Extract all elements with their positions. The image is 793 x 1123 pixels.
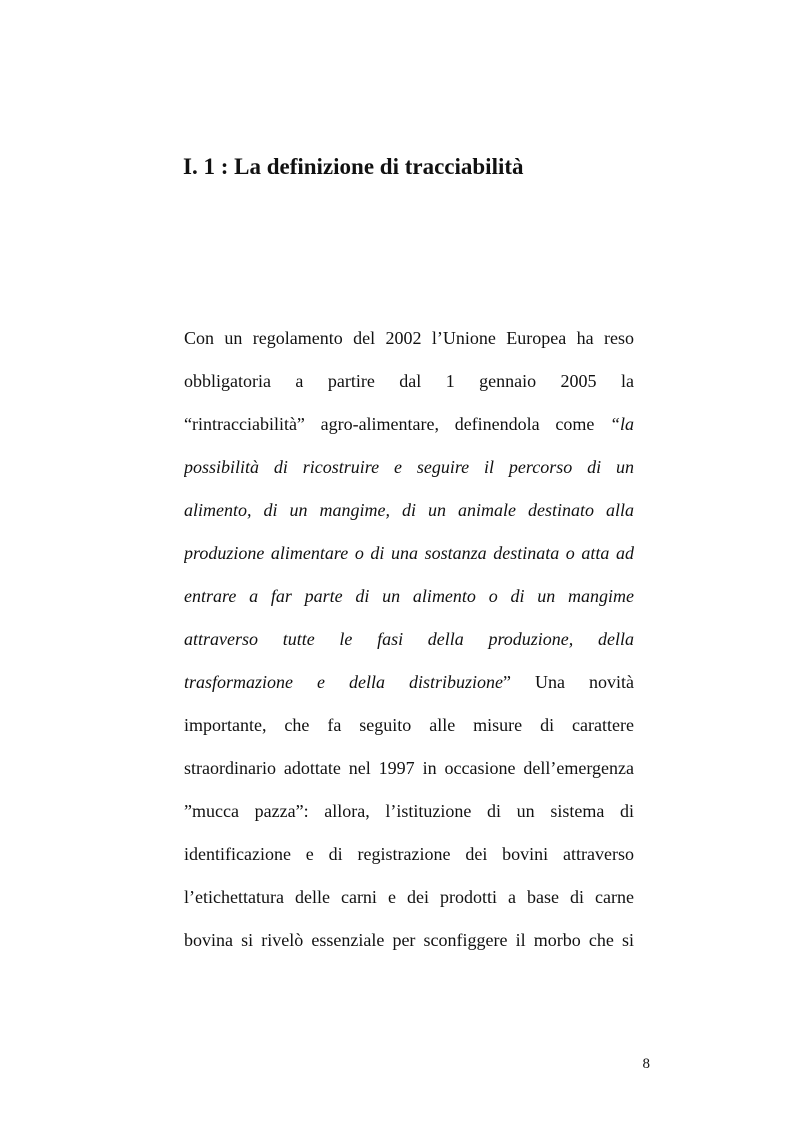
text-line-5-italic: alimento, di un mangime, di un animale destinato alla: [184, 500, 634, 520]
text-line-13: identificazione e di registrazione dei bovini attraverso: [184, 844, 634, 864]
text-line-1: Con un regolamento del 2002 l’Unione Europea ha reso: [184, 328, 634, 348]
text-line-14: l’etichettatura delle carni e dei prodotti a base di carne: [184, 887, 634, 907]
page-number: 8: [642, 1056, 650, 1072]
text-line-10: importante, che fa seguito alle misure di carattere: [184, 715, 634, 735]
text-line-4-italic: possibilità di ricostruire e seguire il percorso di un: [184, 457, 634, 477]
text-line-5: [184, 489, 634, 532]
text-line-8-italic: attraverso tutte le fasi della produzione, della: [184, 629, 634, 649]
text-line-6: [184, 532, 634, 575]
body-paragraph: [184, 317, 634, 962]
text-line-12: ”mucca pazza”: allora, l’istituzione di un sistema di: [184, 801, 634, 821]
text-line-3-italic: “la: [609, 414, 634, 434]
text-line-9: [184, 661, 634, 704]
text-line-15: bovina si rivelò essenziale per sconfiggere il morbo che si: [184, 930, 634, 950]
text-line-6-italic: produzione alimentare o di una sostanza destinata o atta ad: [184, 543, 634, 563]
section-heading: I. 1 : La definizione di tracciabilità: [183, 154, 524, 179]
text-line-2: obbligatoria a partire dal 1 gennaio 2005 la: [184, 371, 634, 391]
text-line-4: [184, 446, 634, 489]
text-line-9-italic: trasformazione e della distribuzione: [184, 672, 504, 692]
text-line-3: [184, 403, 634, 446]
text-line-8: [184, 618, 634, 661]
text-line-3-normal: “rintracciabilità” agro-alimentare, definendola come: [184, 414, 610, 434]
text-line-9-normal: ” Una novità: [503, 672, 634, 692]
text-line-7-italic: entrare a far parte di un alimento o di un mangime: [184, 586, 634, 606]
text-line-7: [184, 575, 634, 618]
text-line-11: straordinario adottate nel 1997 in occasione dell’emergenza: [184, 758, 634, 778]
